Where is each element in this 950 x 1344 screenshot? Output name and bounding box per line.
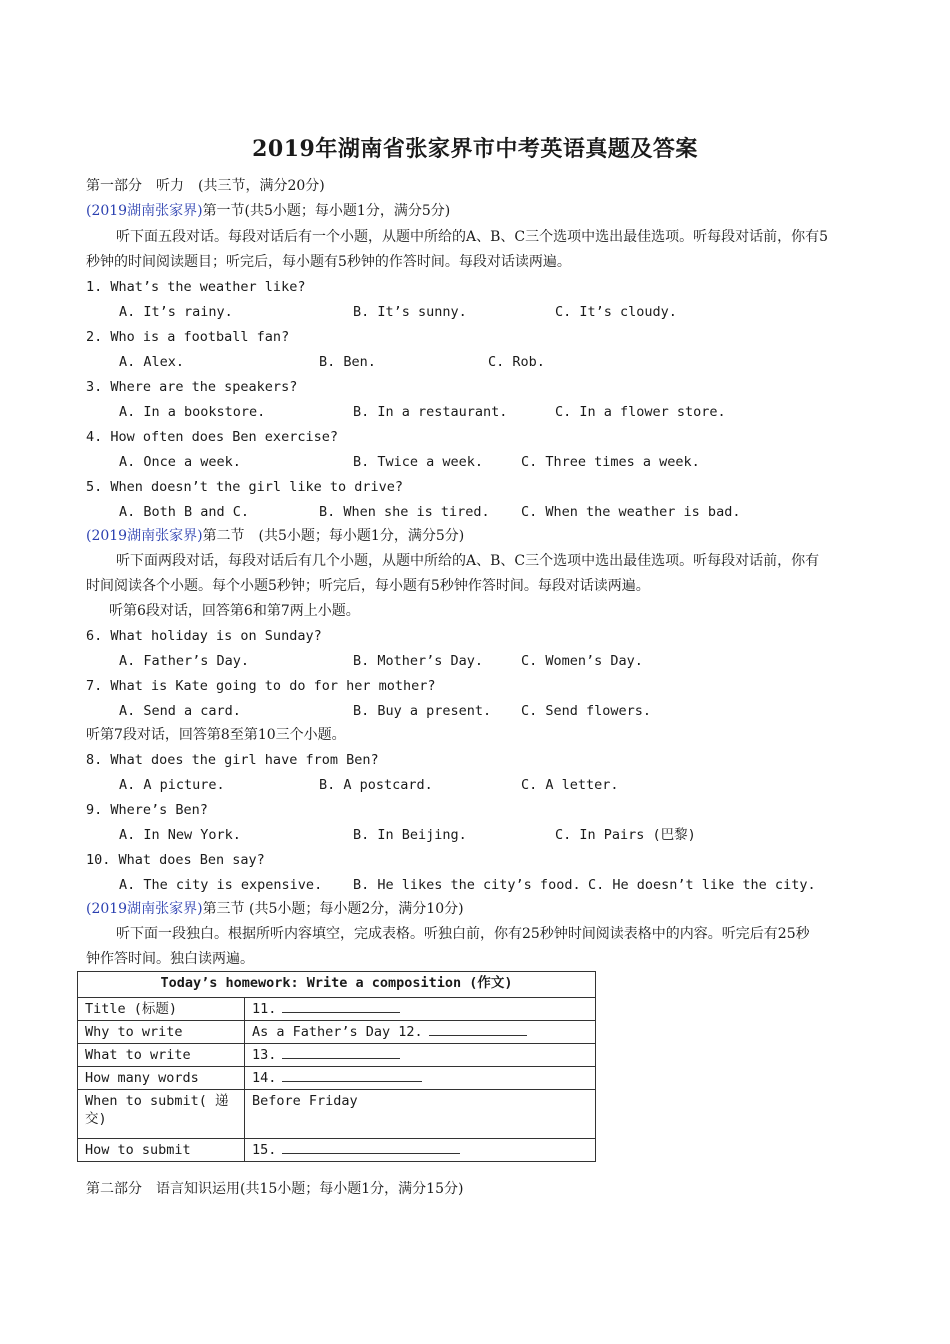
option-a: A. Once a week. [119,454,241,470]
row-value-text: 15. [252,1142,277,1158]
question-2: 2. Who is a football fan? [86,329,290,345]
row-value [245,998,596,1021]
homework-table [77,971,596,1162]
option-c: C. Rob. [488,354,545,370]
option-a: A. Alex. [119,354,185,370]
table-row [78,998,596,1021]
row-value-text: As a Father’s Day 12. [252,1024,423,1040]
option-c: C. In Pairs (巴黎) [555,827,696,843]
option-a: A. Both B and C. [119,504,250,520]
row-value [245,1044,596,1067]
instruction-line: 钟作答时间。独白读两遍。 [86,951,254,967]
answer-blank[interactable] [282,1141,460,1154]
option-b: B. It’s sunny. [353,304,467,320]
option-b: B. When she is tired. [319,504,490,520]
section1-header [86,202,450,220]
option-a: A. In a bookstore. [119,404,266,420]
row-value [245,1067,596,1090]
row-value-text: 13. [252,1047,277,1063]
option-b: B. Ben. [319,354,376,370]
instruction-line: 听下面五段对话。每段对话后有一个小题，从题中所给的A、B、C三个选项中选出最佳选项。听每段对话前，你有5 [116,229,829,245]
instruction-line: 听下面两段对话，每段对话后有几个小题，从题中所给的A、B、C三个选项中选出最佳选项。听每段对话前，你有 [116,553,820,569]
question-3: 3. Where are the speakers? [86,379,298,395]
row-label: How to submit [78,1139,245,1162]
option-b: B. Twice a week. [353,454,484,470]
instruction-line: 时间阅读各个小题。每个小题5秒钟；听完后，每小题有5秒钟作答时间。每段对话读两遍。 [86,578,650,594]
option-c: C. A letter. [521,777,619,793]
option-a: A. The city is expensive. [119,877,323,893]
table-row [78,1044,596,1067]
option-a: A. It’s rainy. [119,304,233,320]
answer-blank[interactable] [282,1046,400,1059]
option-c: C. When the weather is bad. [521,504,741,520]
table-row [78,972,596,998]
part2-header: 第二部分 语言知识运用(共15小题；每小题1分，满分15分) [86,1181,464,1197]
section-title: 第二节 (共5小题；每小题1分，满分5分) [202,528,465,544]
option-c: C. It’s cloudy. [555,304,677,320]
option-b: B. In Beijing. [353,827,467,843]
question-9: 9. Where’s Ben? [86,802,208,818]
instruction-line: 听第6段对话，回答第6和第7两上小题。 [109,603,360,619]
option-b: B. Buy a present. [353,703,492,719]
table-row [78,1139,596,1162]
source-tag: (2019湖南张家界) [86,528,203,544]
row-label: When to submit( 递交) [78,1090,245,1139]
question-5: 5. When doesn’t the girl like to drive? [86,479,403,495]
section2-header [86,527,464,545]
source-tag: (2019湖南张家界) [86,901,203,917]
row-value-text: 14. [252,1070,277,1086]
option-c: C. Send flowers. [521,703,652,719]
section-title: 第一节(共5小题；每小题1分，满分5分) [202,203,451,219]
row-value: Before Friday [245,1090,596,1139]
option-c: C. In a flower store. [555,404,726,420]
answer-blank[interactable] [282,1069,422,1082]
question-4: 4. How often does Ben exercise? [86,429,338,445]
table-heading: Today’s homework: Write a composition (作文) [78,972,596,998]
question-7: 7. What is Kate going to do for her mother? [86,678,436,694]
row-label: What to write [78,1044,245,1067]
option-a: A. Father’s Day. [119,653,250,669]
question-8: 8. What does the girl have from Ben? [86,752,379,768]
page-title: 2019年湖南省张家界市中考英语真题及答案 [252,136,698,162]
row-value [245,1021,596,1044]
question-1: 1. What’s the weather like? [86,279,306,295]
section3-header [86,900,464,918]
part1-header: 第一部分 听力 (共三节，满分20分) [86,178,325,194]
instruction-line: 秒钟的时间阅读题目；听完后，每小题有5秒钟的作答时间。每段对话读两遍。 [86,254,571,270]
row-value [245,1139,596,1162]
option-c: C. Three times a week. [521,454,700,470]
row-label: Title (标题) [78,998,245,1021]
option-c: C. He doesn’t like the city. [588,877,816,893]
source-tag: (2019湖南张家界) [86,203,203,219]
option-b: B. A postcard. [319,777,433,793]
option-c: C. Women’s Day. [521,653,643,669]
row-value-text: 11. [252,1001,277,1017]
table-row [78,1090,596,1139]
option-a: A. In New York. [119,827,241,843]
question-10: 10. What does Ben say? [86,852,265,868]
row-label: How many words [78,1067,245,1090]
option-a: A. A picture. [119,777,225,793]
option-a: A. Send a card. [119,703,241,719]
table-row [78,1067,596,1090]
row-label: Why to write [78,1021,245,1044]
answer-blank[interactable] [429,1023,527,1036]
instruction-line: 听下面一段独白。根据所听内容填空，完成表格。听独白前，你有25秒钟时间阅读表格中的内容。听完后有25秒 [116,926,810,942]
option-b: B. In a restaurant. [353,404,508,420]
table-row [78,1021,596,1044]
option-b: B. Mother’s Day. [353,653,484,669]
question-6: 6. What holiday is on Sunday? [86,628,322,644]
instruction-line: 听第7段对话，回答第8至第10三个小题。 [86,727,346,743]
option-b: B. He likes the city’s food. [353,877,581,893]
section-title: 第三节 (共5小题；每小题2分，满分10分) [202,901,464,917]
answer-blank[interactable] [282,1000,400,1013]
